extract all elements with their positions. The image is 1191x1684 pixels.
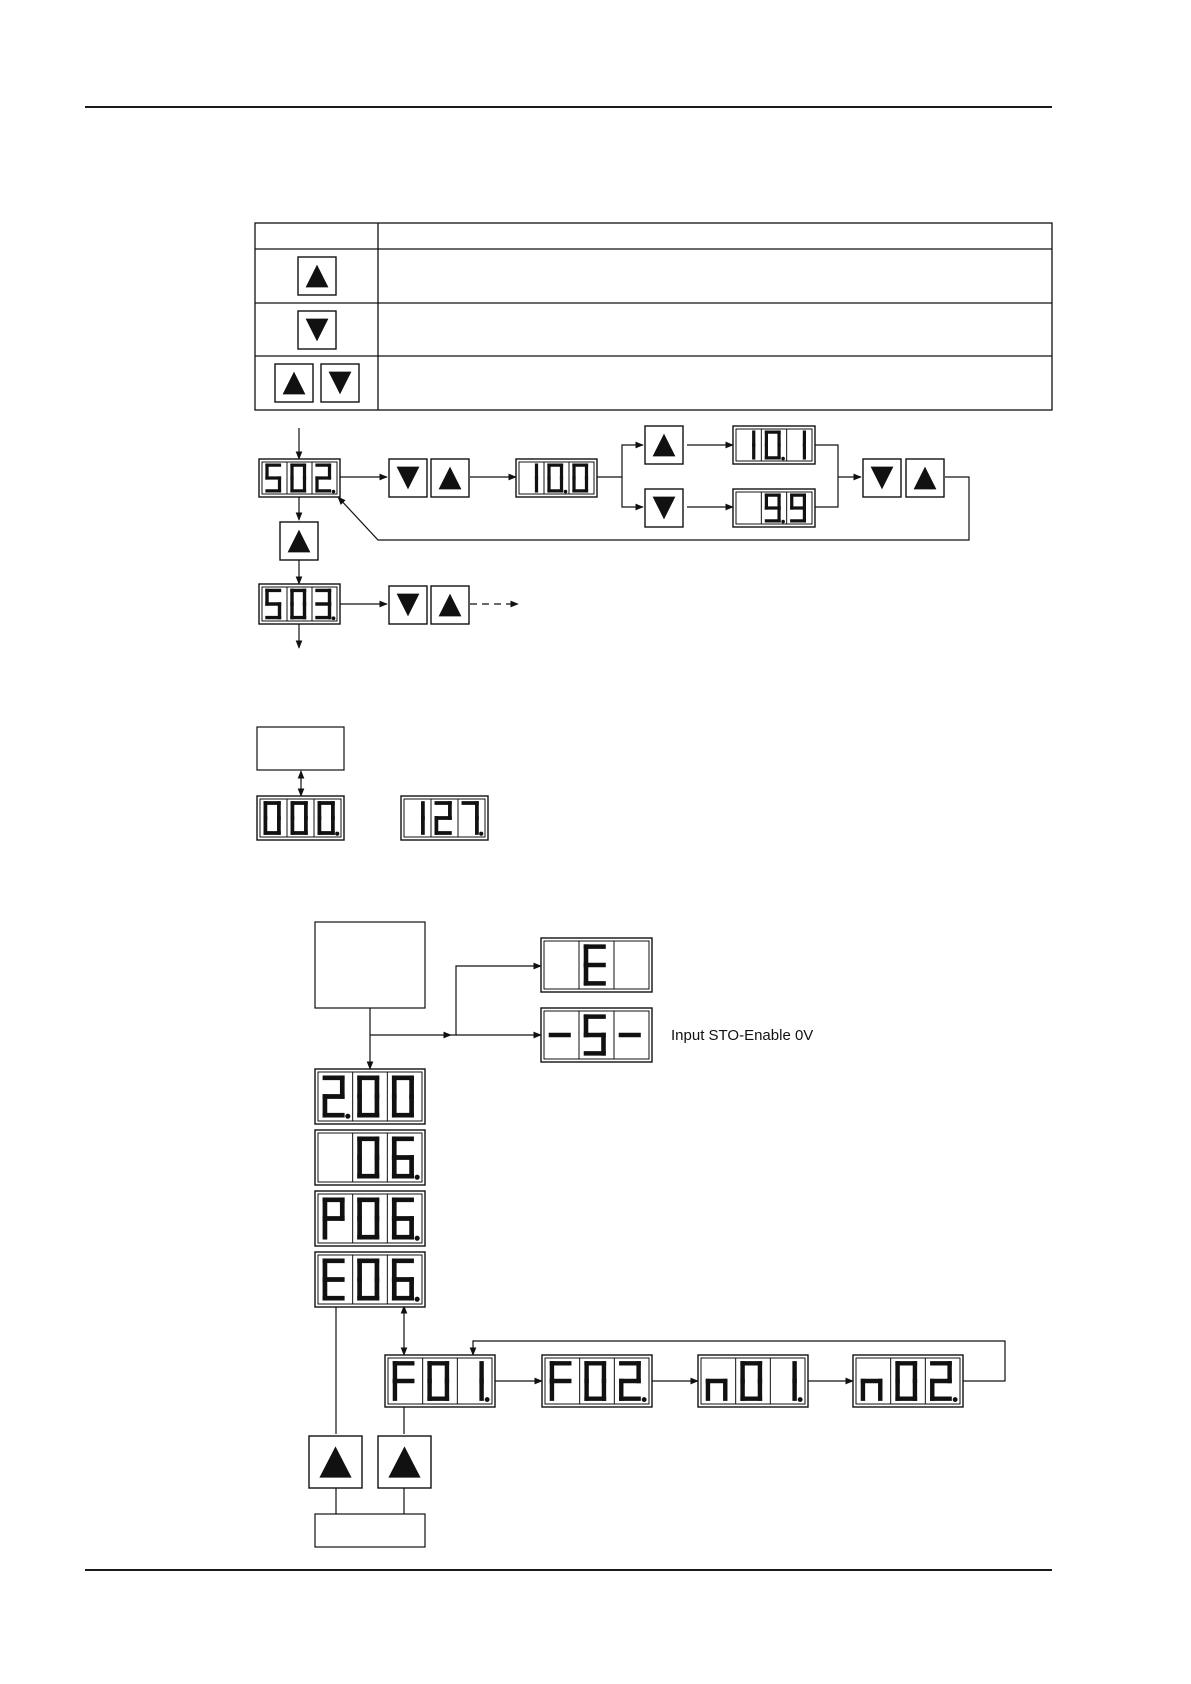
up-arrow-icon[interactable]	[280, 522, 318, 560]
display-fault-e	[541, 938, 652, 992]
up-arrow-icon[interactable]	[906, 459, 944, 497]
up-arrow-icon[interactable]	[431, 459, 469, 497]
bottom-box	[315, 1514, 425, 1547]
address-box	[257, 727, 344, 770]
display-value-decreased	[733, 489, 815, 527]
up-arrow-icon[interactable]	[645, 426, 683, 464]
display-s03	[259, 584, 340, 624]
down-arrow-icon[interactable]	[863, 459, 901, 497]
display-value-increased	[733, 426, 815, 464]
down-arrow-icon[interactable]	[389, 459, 427, 497]
display-sto	[541, 1008, 652, 1062]
legend-table	[255, 223, 1052, 410]
up-arrow-icon[interactable]	[431, 586, 469, 624]
sto-note: Input STO-Enable 0V	[671, 1027, 814, 1044]
up-arrow-icon[interactable]	[309, 1436, 362, 1488]
down-arrow-icon[interactable]	[321, 364, 359, 402]
display-e-status	[315, 1252, 425, 1307]
display-code-3	[698, 1355, 808, 1407]
display-code-4	[853, 1355, 963, 1407]
display-value-initial	[516, 459, 597, 497]
down-arrow-icon[interactable]	[645, 489, 683, 527]
display-code-1	[385, 1355, 495, 1407]
down-arrow-icon[interactable]	[389, 586, 427, 624]
display-status	[315, 1130, 425, 1185]
display-address-max	[401, 796, 488, 840]
display-address-min	[257, 796, 344, 840]
display-code-2	[542, 1355, 652, 1407]
up-arrow-icon[interactable]	[298, 257, 336, 295]
down-arrow-icon[interactable]	[298, 311, 336, 349]
up-arrow-icon[interactable]	[275, 364, 313, 402]
status-start-box	[315, 922, 425, 1008]
status-flow-connectors	[336, 966, 1005, 1514]
display-version	[315, 1069, 425, 1124]
display-p-status	[315, 1191, 425, 1246]
display-s02	[259, 459, 340, 497]
up-arrow-icon[interactable]	[378, 1436, 431, 1488]
